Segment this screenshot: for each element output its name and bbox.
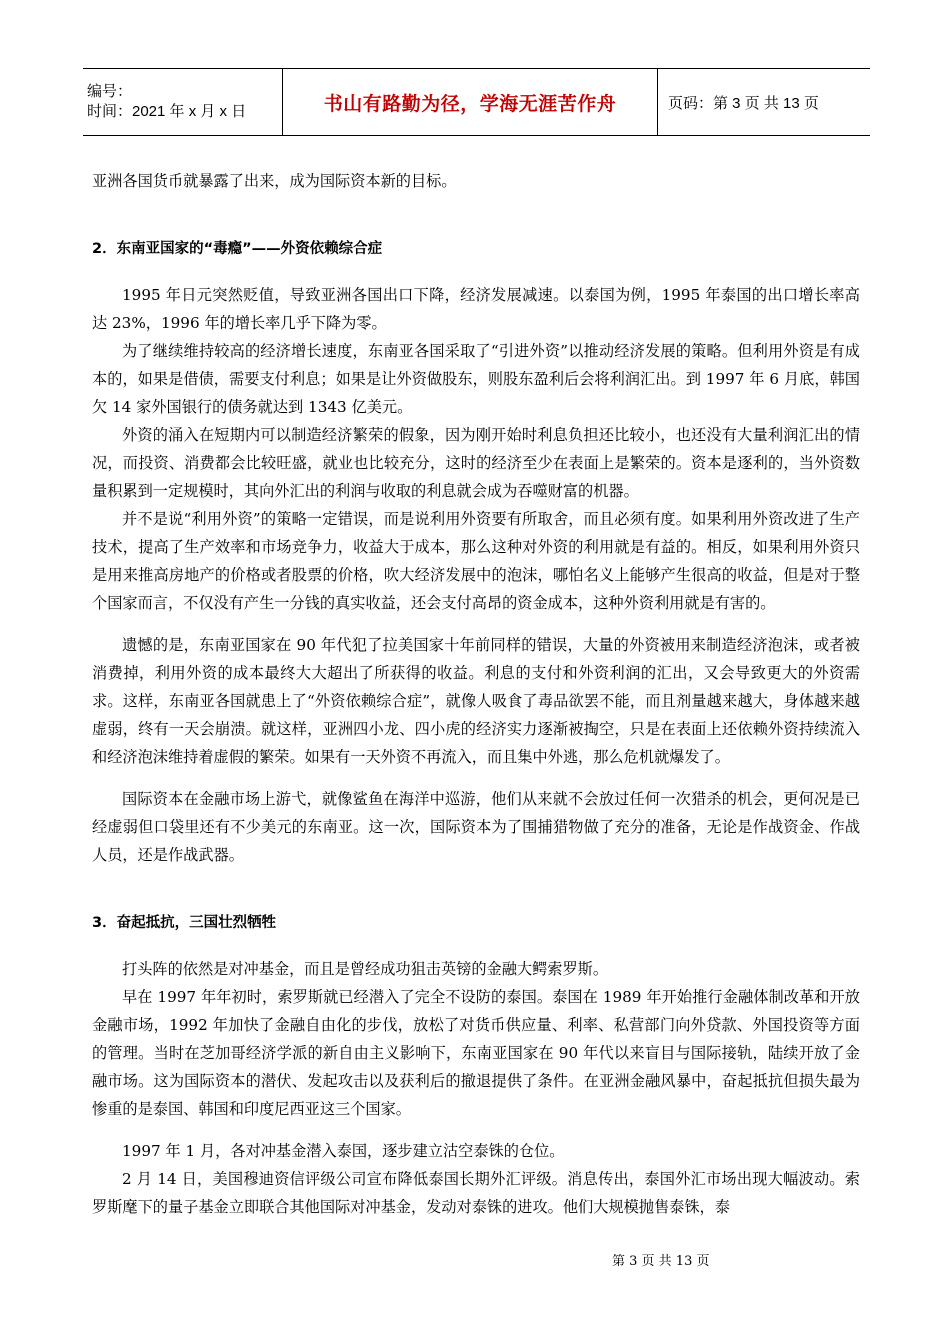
- paragraph: 2 月 14 日，美国穆迪资信评级公司宣布降低泰国长期外汇评级。消息传出，泰国外汇市场出现大幅波动。索罗斯麾下的量子基金立即联合其他国际对冲基金，发动对泰铢的进攻。他们大规模抛售泰铢，泰: [92, 1170, 860, 1216]
- paragraph: 国际资本在金融市场上游弋，就像鲨鱼在海洋中巡游，他们从来就不会放过任何一次猎杀的机会，更何况是已经虚弱但口袋里还有不少美元的东南亚。这一次，国际资本为了围捕猎物做了充分的准备，无论是作战资金、作战人员，还是作战武器。: [92, 790, 860, 864]
- page-footer: 第 3 页 共 13 页: [612, 1254, 710, 1269]
- header-meta: [83, 69, 283, 135]
- document-body: [92, 167, 860, 1221]
- header-page-info-cell: [658, 69, 870, 135]
- section-heading: 2．东南亚国家的“毒瘾”——外资依赖综合症: [92, 241, 383, 257]
- paragraph: 1997 年 1 月，各对冲基金潜入泰国，逐步建立沽空泰铢的仓位。: [122, 1142, 565, 1160]
- paragraph: 早在 1997 年年初时，索罗斯就已经潜入了完全不设防的泰国。泰国在 1989 年开始推行金融体制改革和开放金融市场，1992 年加快了金融自由化的步伐，放松了对货币供应量、利率、私营部门向外贷款、外国投资等方面的管理。当时在芝加哥经济学派的新自由主义影响下，东南亚国家在 90 年代以来盲目与国际接轨，陆续开放了金融市场。这为国际资本的潜伏、发起攻击以及获利后的撤退提供了条件。在亚洲金融风暴中，奋起抵抗但损失最为惨重的是泰国、韩国和印度尼西亚这三个国家。: [92, 988, 860, 1118]
- paragraph: 亚洲各国货币就暴露了出来，成为国际资本新的目标。: [92, 172, 457, 190]
- paragraph: 为了继续维持较高的经济增长速度，东南亚各国采取了“引进外资”以推动经济发展的策略。但利用外资是有成本的，如果是借债，需要支付利息；如果是让外资做股东，则股东盈利后会将利润汇出。到 1997 年 6 月底，韩国欠 14 家外国银行的债务就达到 1343 亿美元。: [92, 342, 860, 416]
- paragraph: 遗憾的是，东南亚国家在 90 年代犯了拉美国家十年前同样的错误，大量的外资被用来制造经济泡沫，或者被消费掉，利用外资的成本最终大大超出了所获得的收益。利息的支付和外资利润的汇出，又会导致更大的外资需求。这样，东南亚各国就患上了“外资依赖综合症”，就像人吸食了毒品欲罢不能，而且剂量越来越大，身体越来越虚弱，终有一天会崩溃。就这样，亚洲四小龙、四小虎的经济实力逐渐被掏空，只是在表面上还依赖外资持续流入和经济泡沫维持着虚假的繁荣。如果有一天外资不再流入，而且集中外逃，那么危机就爆发了。: [92, 636, 860, 766]
- header-motto: 书山有路勤为径，学海无涯苦作舟: [323, 92, 617, 115]
- paragraph: 外资的涌入在短期内可以制造经济繁荣的假象，因为刚开始时利息负担还比较小，也还没有大量利润汇出的情况，而投资、消费都会比较旺盛，就业也比较充分，这时的经济至少在表面上是繁荣的。资本是逐利的，当外资数量积累到一定规模时，其向外汇出的利润与收取的利息就会成为吞噬财富的机器。: [92, 426, 860, 500]
- section-heading: 3．奋起抵抗，三国壮烈牺牲: [92, 915, 277, 931]
- header-page-info: 页码：第 3 页 共 13 页: [668, 94, 819, 112]
- paragraph: 并不是说“利用外资”的策略一定错误，而是说利用外资要有所取舍，而且必须有度。如果利用外资改进了生产技术，提高了生产效率和市场竞争力，收益大于成本，那么这种对外资的利用就是有益的。相反，如果利用外资只是用来推高房地产的价格或者股票的价格，吹大经济发展中的泡沫，哪怕名义上能够产生很高的收益，但是对于整个国家而言，不仅没有产生一分钱的真实收益，还会支付高昂的资金成本，这种外资利用就是有害的。: [92, 510, 860, 612]
- paragraph: 打头阵的依然是对冲基金，而且是曾经成功狙击英镑的金融大鳄索罗斯。: [122, 960, 608, 978]
- page-header: [83, 68, 870, 136]
- header-motto-cell: [283, 69, 658, 135]
- paragraph: 1995 年日元突然贬值，导致亚洲各国出口下降，经济发展减速。以泰国为例，1995 年泰国的出口增长率高达 23%，1996 年的增长率几乎下降为零。: [92, 286, 860, 332]
- document-number-label: 编号：: [87, 83, 133, 100]
- document-date: 时间：2021 年 x 月 x 日: [87, 103, 247, 120]
